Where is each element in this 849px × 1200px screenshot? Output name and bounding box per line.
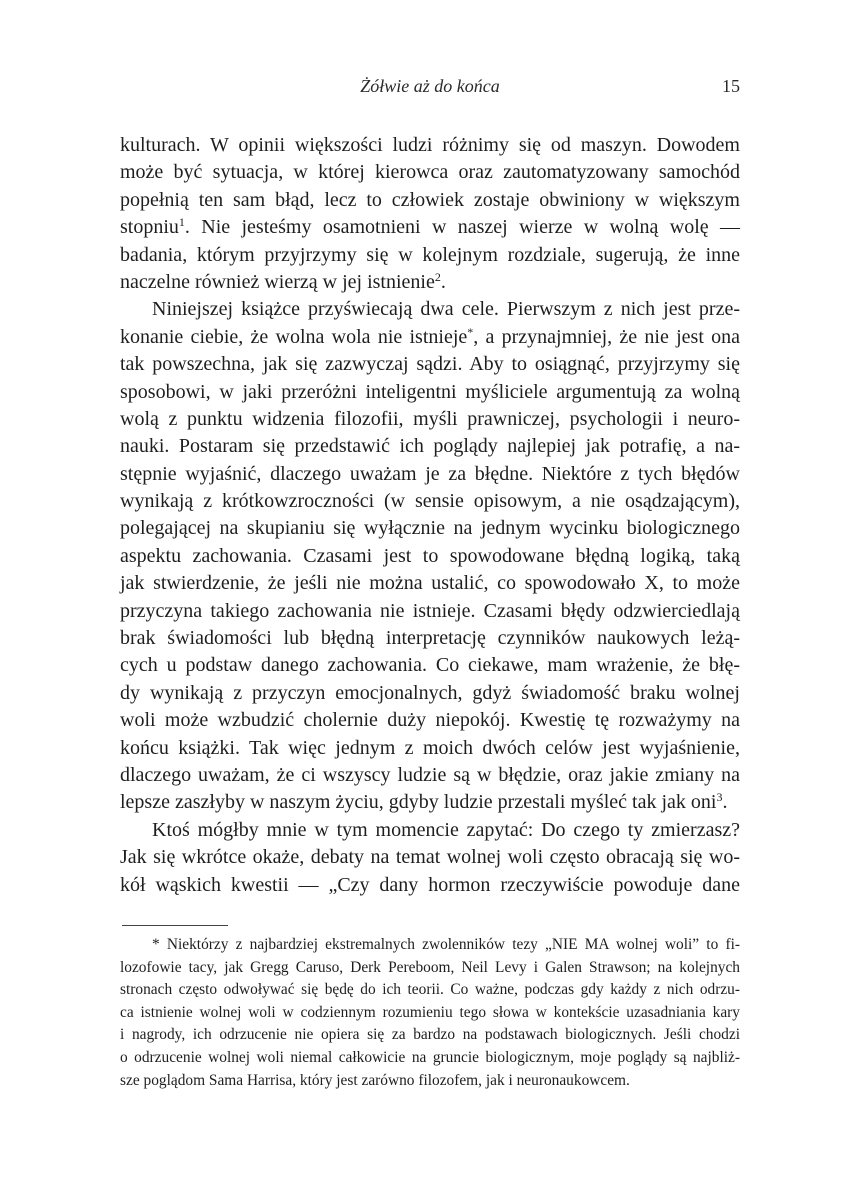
body-text (120, 132, 740, 899)
body-line (120, 762, 740, 789)
body-line (120, 242, 740, 269)
footnote-line: sze poglądom Sama Harrisa, który jest zarówno filozofem, jak i neuronaukowcem. (120, 1071, 630, 1089)
body-line (120, 598, 740, 625)
footnote-reference: * (467, 324, 474, 339)
body-line-text: . Nie jesteśmy osamotnieni w naszej wierze w wolną wolę — (184, 216, 740, 239)
body-line (120, 789, 740, 816)
body-line (120, 680, 740, 707)
body-line-text: cych u podstaw danego zachowania. Co ciekawe, mam wrażenie, że błę- (120, 654, 740, 677)
body-line-text: Ktoś mógłby mnie w tym momencie zapytać: Do czego ty zmierzasz? (152, 818, 740, 841)
body-line-text: . (722, 791, 728, 814)
body-line-text: sposobowi, w jaki przeróżni inteligentni myśliciele argumentują za wolną (120, 380, 740, 403)
body-line (120, 625, 740, 652)
body-line-text: dy wynikają z przyczyn emocjonalnych, gdyż świadomość braku wolnej (120, 681, 740, 704)
body-line-text: badania, którym przyjrzymy się w kolejnym rozdziale, sugerują, że inne (120, 243, 740, 266)
body-line-text: lepsze zaszłyby w naszym życiu, gdyby ludzie przestali myśleć tak jak oni (120, 791, 717, 814)
body-line-text: wolą z punktu widzenia filozofii, myśli prawniczej, psychologii i neuro- (120, 407, 740, 430)
body-line-text: wynikają z krótkowzroczności (w sensie opisowym, a nie osądzającym), (120, 490, 740, 513)
body-line (120, 214, 740, 241)
body-line (120, 515, 740, 542)
body-line (120, 461, 740, 488)
footnote-line: lozofowie tacy, jak Gregg Caruso, Derk Pereboom, Neil Levy i Galen Strawson; na kolejnych (120, 958, 740, 976)
body-line-text: kół wąskich kwestii — „Czy dany hormon rzeczywiście powoduje dane (120, 873, 740, 896)
body-line-text: , a przynajmniej, że nie jest ona (473, 325, 740, 348)
body-line (120, 735, 740, 762)
footnote-line: i nagrody, ich odrzucenie nie opiera się za bardzo na podstawach biologicznych. Jeśli chodzi (120, 1026, 740, 1044)
footnote-separator (122, 925, 228, 926)
body-line (120, 379, 740, 406)
body-line (120, 652, 740, 679)
footnote-line: o odrzucenie wolnej woli niemal całkowicie na gruncie biologicznym, moje poglądy są najbliż- (120, 1048, 740, 1066)
running-title: Żółwie aż do końca (360, 76, 500, 96)
footnote (120, 934, 740, 1092)
body-line-text: stopniu (120, 216, 179, 239)
body-line-text: aspektu zachowania. Czasami jest to spowodowane błędną logiką, taką (120, 544, 740, 567)
body-line-text: brak świadomości lub błędną interpretację czynników naukowych leżą- (120, 627, 740, 650)
body-line (120, 269, 740, 296)
body-line (120, 872, 740, 899)
body-line (120, 543, 740, 570)
body-line-text: Jak się wkrótce okaże, debaty na temat wolnej woli często obracają się wo- (120, 846, 740, 869)
body-line (120, 132, 740, 159)
body-line (120, 324, 740, 351)
body-line (120, 433, 740, 460)
body-line-text: popełnią ten sam błąd, lecz to człowiek zostaje obwiniony w większym (120, 188, 740, 211)
body-line-text: konanie ciebie, że wolna wola nie istnieje (120, 325, 468, 348)
body-line-text: woli może wzbudzić cholernie duży niepokój. Kwestię tę rozważymy na (120, 709, 740, 732)
running-head (120, 76, 740, 100)
body-line (120, 187, 740, 214)
body-line-text: polegającej na skupianiu się wyłącznie na jednym wycinku biologicznego (120, 517, 740, 540)
footnote-reference: 1 (178, 214, 185, 229)
body-line (120, 817, 740, 844)
page-number: 15 (722, 76, 740, 96)
body-line-text: kulturach. W opinii większości ludzi różnimy się od maszyn. Dowodem (120, 134, 740, 156)
footnote-line: stronach często odwoływać się będę do ich teorii. Co ważne, podczas gdy każdy z nich odrzu- (120, 981, 740, 999)
body-line-text: naczelne również wierzą w jej istnienie (120, 270, 435, 293)
body-line-text: tak powszechna, jak się zazwyczaj sądzi. Aby to osiągnąć, przyjrzymy się (120, 353, 740, 376)
footnote-line: * Niektórzy z najbardziej ekstremalnych zwolenników tezy „NIE MA wolnej woli” to fi- (152, 936, 740, 953)
body-line-text: jak stwierdzenie, że jeśli nie można ustalić, co spowodowało X, to może (120, 572, 740, 595)
footnote-reference: 3 (716, 790, 723, 805)
body-line-text: dlaczego uważam, że ci wszyscy ludzie są w błędzie, oraz jakie zmiany na (120, 763, 740, 786)
body-line-text: przyczyna takiego zachowania nie istnieje. Czasami błędy odzwierciedlają (120, 599, 740, 622)
body-line (120, 707, 740, 734)
body-line (120, 406, 740, 433)
body-line (120, 488, 740, 515)
body-line-text: . (440, 270, 446, 293)
body-line-text: końcu książki. Tak więc jednym z moich dwóch celów jest wyjaśnienie, (120, 736, 740, 759)
footnote-reference: 2 (434, 269, 441, 284)
body-line (120, 844, 740, 871)
body-line (120, 570, 740, 597)
footnote-line: ca istnienie wolnej woli w codziennym rozumieniu tego słowa w kontekście uzasadniania kary (120, 1003, 740, 1021)
body-line (120, 159, 740, 186)
body-line (120, 296, 740, 323)
body-line-text: stępnie wyjaśnić, dlaczego uważam je za błędne. Niektóre z tych błędów (120, 462, 740, 485)
body-line-text: Niniejszej książce przyświecają dwa cele. Pierwszym z nich jest prze- (152, 298, 740, 321)
body-line-text: nauki. Postaram się przedstawić ich poglądy najlepiej jak potrafię, a na- (120, 435, 740, 458)
body-line-text: może być sytuacja, w której kierowca oraz zautomatyzowany samochód (120, 161, 740, 184)
body-line (120, 351, 740, 378)
